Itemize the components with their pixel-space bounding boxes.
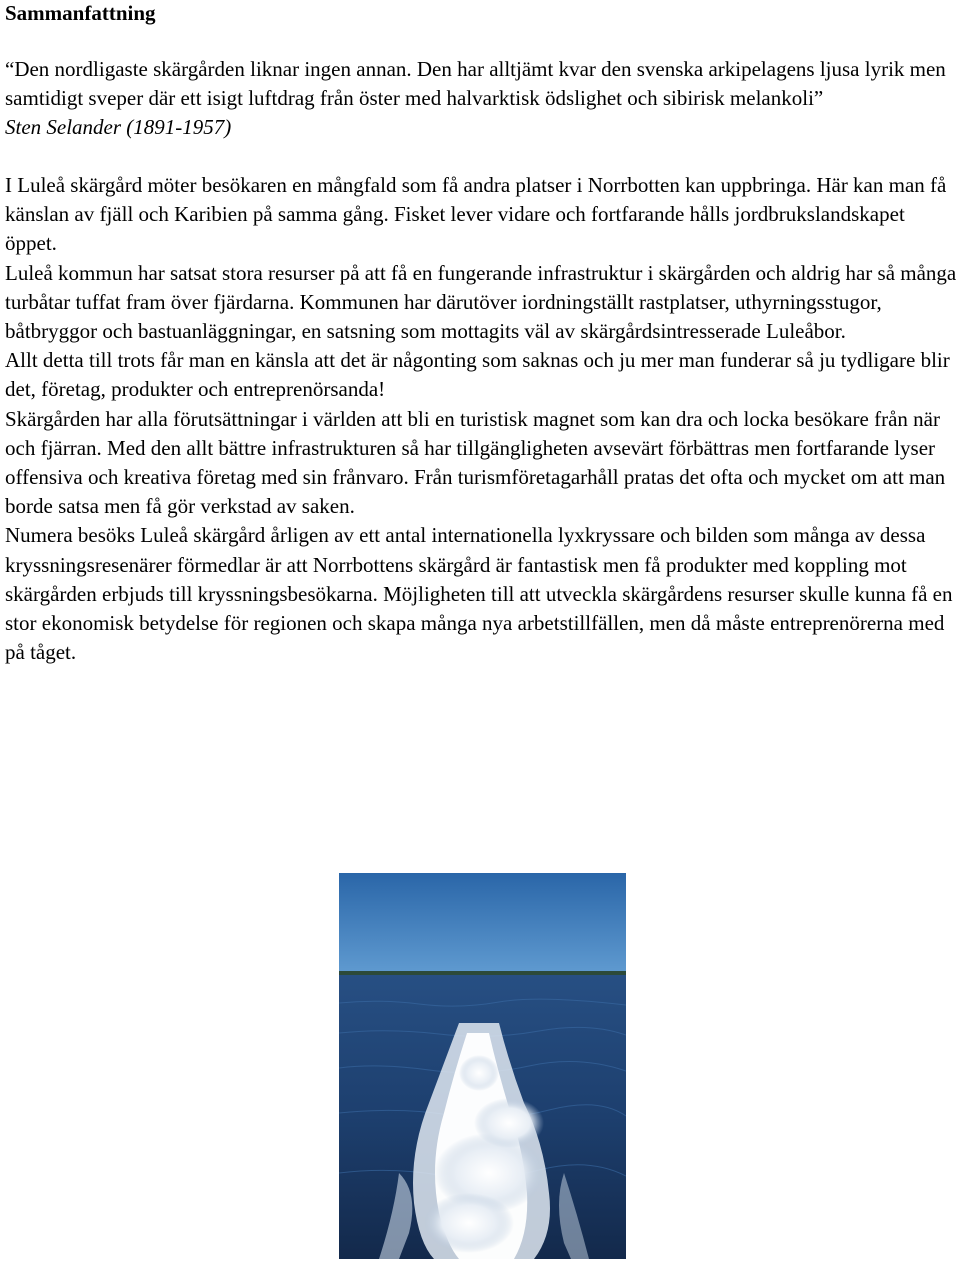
paragraph: Numera besöks Luleå skärgård årligen av ett antal internationella lyxkryssare och bilden som många av dessa kryssningsresenärer förmedlar är att Norrbottens skärgård är fantastisk men få produkter med koppling mot skärgården erbjuds till kryssningsbesökarna. Möjligheten till att utveckla skärgårdens resurser skulle kunna få en stor ekonomisk betydelse för regionen och skapa många nya arbetstillfällen, men då måste entreprenörerna med på tåget.: [5, 523, 953, 665]
paragraph: Allt detta till trots får man en känsla att det är någonting som saknas och ju mer man funderar så ju tydligare blir det, företag, produkter och entreprenörsanda!: [5, 348, 950, 402]
paragraph: Luleå kommun har satsat stora resurser på att få en fungerande infrastruktur i skärgården och aldrig har så många turbåtar tuffat fram över fjärdarna. Kommunen har därutöver iordningställt rastplatser, uthyrningsstugor, båtbryggor och bastuanläggningar, en satsning som mottagits väl av skärgårdsintresserade Luleåbor.: [5, 260, 957, 344]
page-title: Sammanfattning: [5, 1, 156, 25]
quote-text: “Den nordligaste skärgården liknar ingen annan. Den har alltjämt kvar den svenska arkipelagens ljusa lyrik men samtidigt sveper där ett isigt luftdrag från öster med halvarktisk ödslighet och sibirisk melankoli”: [5, 57, 946, 110]
document-page: [5, 0, 960, 667]
paragraph: I Luleå skärgård möter besökaren en mångfald som få andra platser i Norrbotten kan uppbringa. Här kan man få känslan av fjäll och Karibien på samma gång. Fisket lever vidare och fortfarande hålls jordbrukslandskapet öppet.: [5, 173, 947, 256]
paragraph: Skärgården har alla förutsättningar i världen att bli en turistisk magnet som kan dra och locka besökare från när och fjärran. Med den allt bättre infrastrukturen så har tillgängligheten avsevärt förbättras men fortfarande lyser offensiva och kreativa företag med sin frånvaro. Från turismföretagarhåll pratas det ofta och mycket om att man borde satsa men få gör verkstad av saken.: [5, 406, 946, 519]
sky: [339, 873, 626, 973]
quote-author: Sten Selander (1891-1957): [5, 115, 232, 139]
epigraph: [5, 55, 960, 142]
boat-wake-image: [339, 873, 626, 1259]
body-text: [5, 171, 960, 667]
boat-wake-photo: [339, 873, 626, 1259]
